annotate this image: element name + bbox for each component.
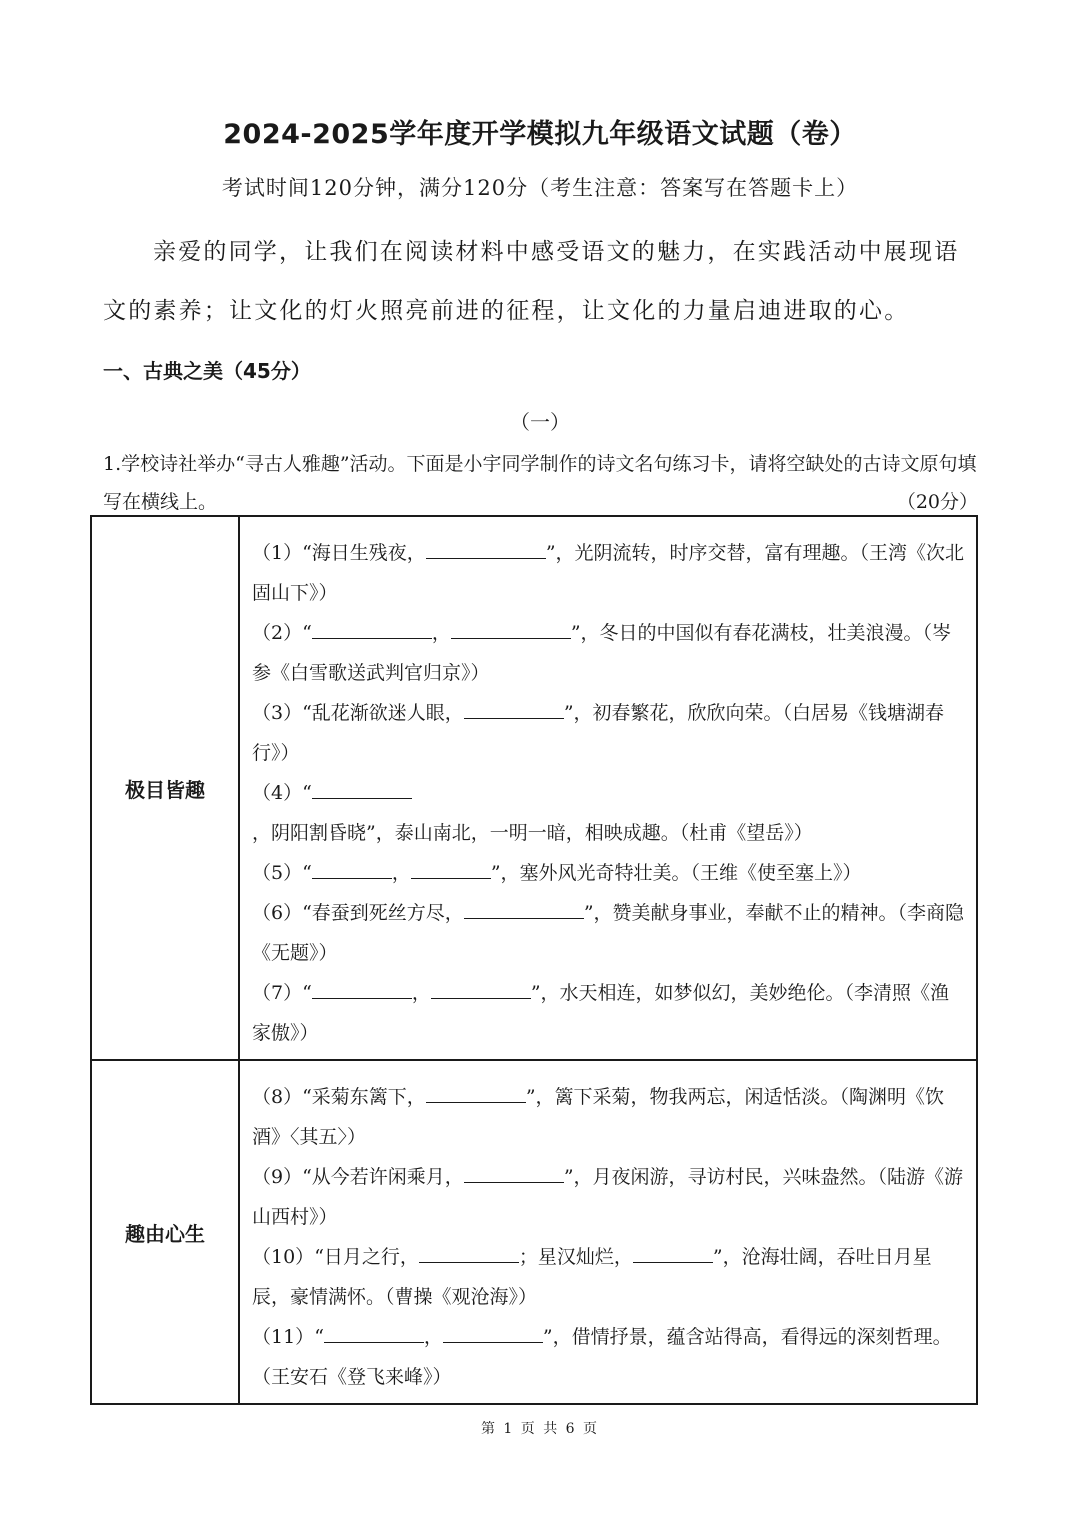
answer-blank[interactable] [633,1242,713,1263]
answer-blank[interactable] [426,1082,526,1103]
poem-item-1: （1）“海日生残夜， ”，光阴流转，时序交替，富有理趣。（王湾《次北固山下》） [252,533,968,613]
page-title: 2024-2025学年度开学模拟九年级语文试题（卷） [223,119,857,150]
answer-blank[interactable] [419,1242,519,1263]
page-footer: 第 1 页 共 6 页 [480,1421,600,1437]
answer-blank[interactable] [426,538,546,559]
category-cell: 趣由心生 [91,1060,239,1404]
poem-item-6: （6）“春蚕到死丝方尽， ”，赞美献身事业，奉献不止的精神。（李商隐《无题》） [252,893,968,973]
answer-blank[interactable] [324,1322,424,1343]
answer-blank[interactable] [464,1162,564,1183]
question-1 [103,445,978,521]
answer-blank[interactable] [464,898,584,919]
answer-blank[interactable] [464,698,564,719]
question-1-text: 1.学校诗社举办“寻古人雅趣”活动。下面是小宇同学制作的诗文名句练习卡，请将空缺处的古诗文原句填写在横线上。 [103,453,977,513]
poem-item-11: （11）“ ， ”，借情抒景，蕴含站得高，看得远的深刻哲理。（王安石《登飞来峰》） [252,1317,968,1397]
question-1-score: （20分） [896,491,978,513]
section-heading: 一、古典之美（45分） [103,359,311,383]
answer-blank[interactable] [312,858,392,879]
items-cell [239,516,977,1060]
poem-item-4: （4）“，阴阳割昏晓”，泰山南北，一明一暗，相映成趣。（杜甫《望岳》） [252,773,968,853]
answer-blank[interactable] [312,778,412,799]
poem-practice-card-table [90,515,978,1405]
answer-blank[interactable] [411,858,491,879]
table-row [91,516,977,1060]
answer-blank[interactable] [443,1322,543,1343]
poem-item-10: （10）“日月之行， ；星汉灿烂， ”，沧海壮阔，吞吐日月星辰，豪情满怀。（曹操《观沧海》） [252,1237,968,1317]
poem-item-2: （2）“ ， ”，冬日的中国似有春花满枝，壮美浪漫。（岑参《白雪歌送武判官归京》） [252,613,968,693]
items-cell [239,1060,977,1404]
poem-item-9: （9）“从今若许闲乘月， ”，月夜闲游，寻访村民，兴味盎然。（陆游《游山西村》） [252,1157,968,1237]
answer-blank[interactable] [451,618,571,639]
table-row [91,1060,977,1404]
answer-blank[interactable] [312,618,432,639]
poem-item-8: （8）“采菊东篱下， ”，篱下采菊，物我两忘，闲适恬淡。（陶渊明《饮酒》〈其五〉） [252,1077,968,1157]
poem-item-3: （3）“乱花渐欲迷人眼， ”，初春繁花，欣欣向荣。（白居易《钱塘湖春行》） [252,693,968,773]
intro-paragraph: 亲爱的同学，让我们在阅读材料中感受语文的魅力，在实践活动中展现语文的素养；让文化的灯火照亮前进的征程，让文化的力量启迪进取的心。 [103,239,960,324]
poem-item-7: （7）“ ， ”，水天相连，如梦似幻，美妙绝伦。（李清照《渔家傲》） [252,973,968,1053]
exam-info: 考试时间120分钟，满分120分（考生注意：答案写在答题卡上） [221,176,859,200]
part-label: （一） [510,410,570,434]
answer-blank[interactable] [431,978,531,999]
answer-blank[interactable] [312,978,412,999]
category-cell: 极目皆趣 [91,516,239,1060]
poem-item-5: （5）“ ， ”，塞外风光奇特壮美。（王维《使至塞上》） [252,853,968,893]
